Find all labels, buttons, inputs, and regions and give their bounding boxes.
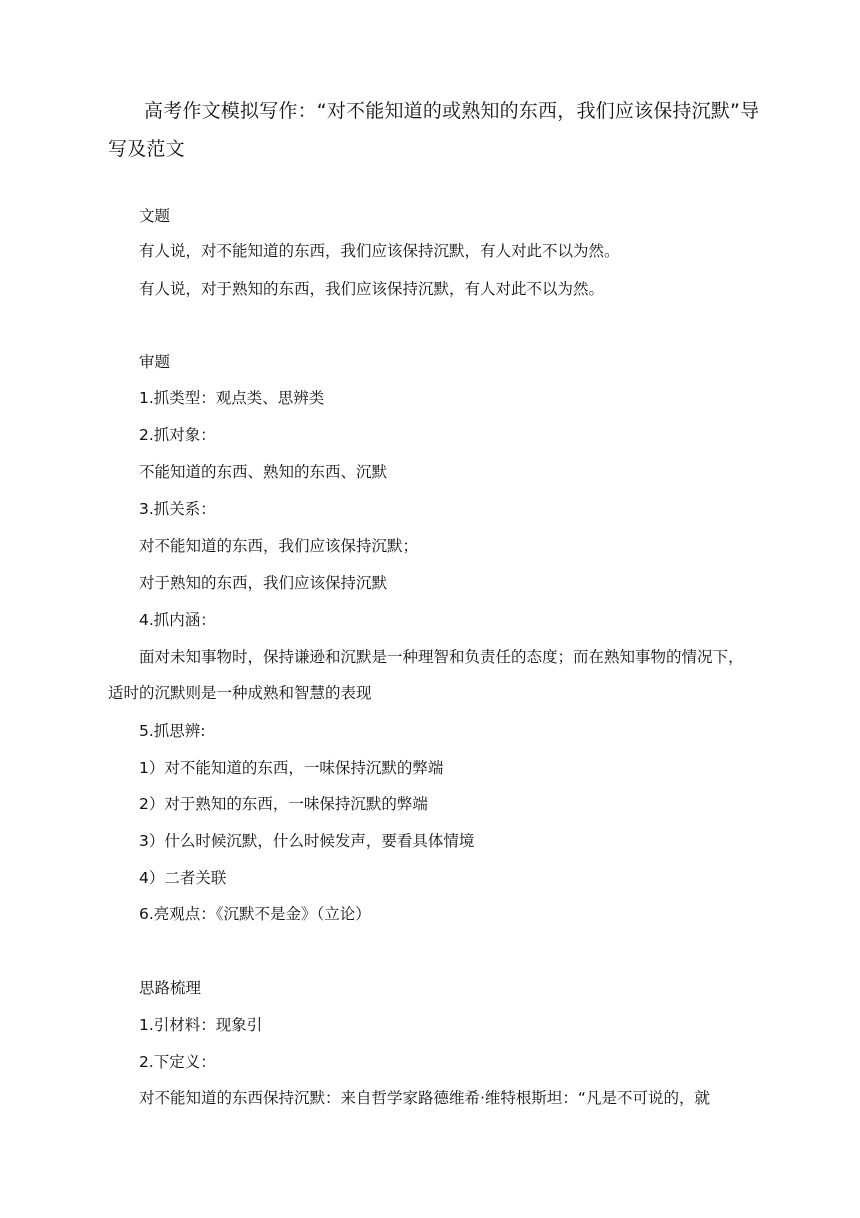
analysis-point-2: 2）对于熟知的东西，一味保持沉默的弊端 (139, 795, 428, 813)
analysis-item-1: 1.抓类型：观点类、思辨类 (139, 389, 325, 407)
analysis-item-4-text: 面对未知事物时，保持谦逊和沉默是一种理智和负责任的态度；而在熟知事物的情况下，适时的沉默则是一种成熟和智慧的表现 (108, 648, 744, 702)
analysis-item-2-text: 不能知道的东西、熟知的东西、沉默 (139, 463, 388, 481)
outline-item-1: 1.引材料：现象引 (139, 1016, 263, 1034)
analysis-point-4: 4）二者关联 (139, 869, 227, 887)
outline-item-2: 2.下定义： (139, 1053, 216, 1071)
analysis-item-6: 6.亮观点：《沉默不是金》（立论） (139, 905, 371, 923)
analysis-item-3-line-1: 对不能知道的东西，我们应该保持沉默； (139, 537, 419, 555)
analysis-item-5: 5.抓思辨: (139, 722, 206, 740)
section-heading-topic: 文题 (139, 207, 171, 225)
section-heading-outline: 思路梳理 (139, 979, 202, 997)
section-heading-analysis: 审题 (139, 353, 171, 371)
topic-line-2: 有人说，对于熟知的东西，我们应该保持沉默，有人对此不以为然。 (139, 280, 605, 298)
document-title: 高考作文模拟写作：“对不能知道的或熟知的东西，我们应该保持沉默”导写及范文 (108, 100, 760, 160)
analysis-item-2: 2.抓对象： (139, 426, 216, 444)
outline-item-2-text: 对不能知道的东西保持沉默：来自哲学家路德维希·维特根斯坦：“凡是不可说的，就 (139, 1089, 710, 1107)
topic-line-1: 有人说，对不能知道的东西，我们应该保持沉默，有人对此不以为然。 (139, 242, 620, 260)
analysis-item-3-line-2: 对于熟知的东西，我们应该保持沉默 (139, 574, 388, 592)
analysis-item-4: 4.抓内涵： (139, 611, 216, 629)
analysis-point-1: 1）对不能知道的东西，一味保持沉默的弊端 (139, 759, 444, 777)
analysis-item-3: 3.抓关系： (139, 500, 216, 518)
analysis-point-3: 3）什么时候沉默，什么时候发声，要看具体情境 (139, 832, 475, 850)
